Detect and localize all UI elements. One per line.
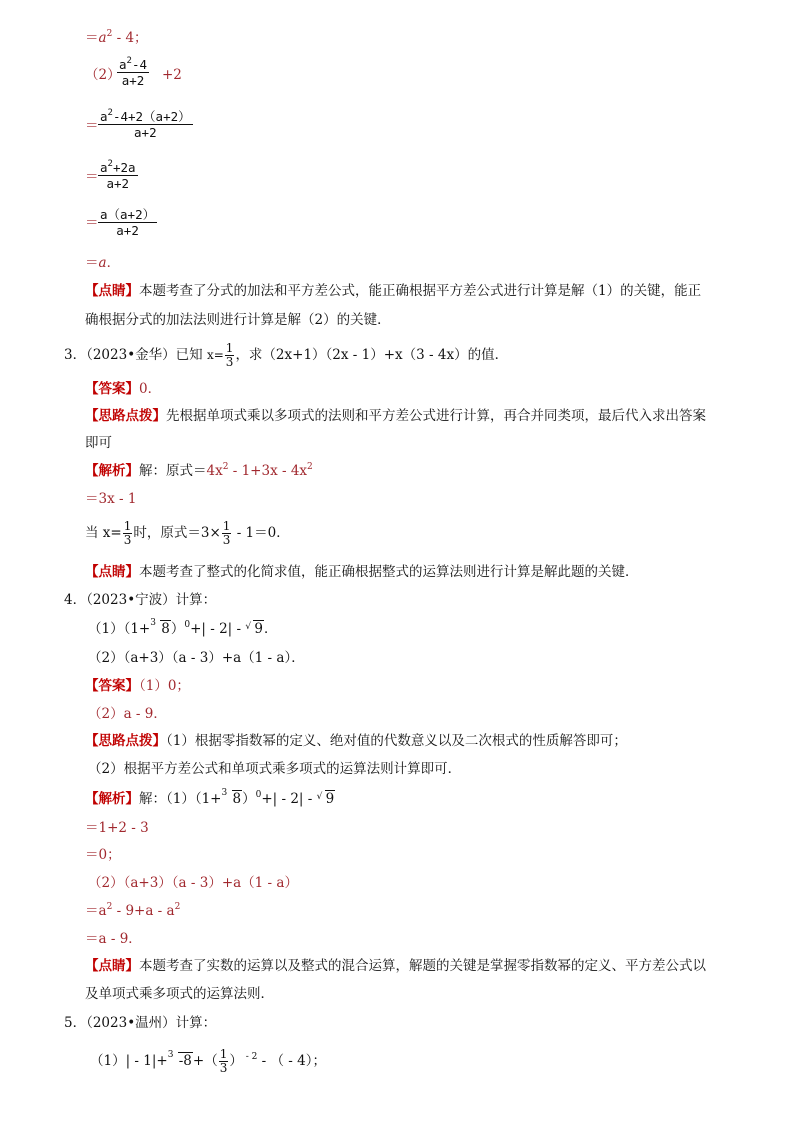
equals: ＝ xyxy=(85,169,99,185)
step-line: ＝0； xyxy=(85,847,121,863)
silu-4: 【思路点拨】（1）根据零指数幂的定义、绝对值的代数意义以及二次根式的性质解答即可； xyxy=(85,733,627,749)
step-line: $=a^2 - 4$； xyxy=(85,29,148,46)
answer-3: 【答案】0． xyxy=(85,381,162,397)
jiexi-3: 【解析】解：原式$=4x^2 - 1+3x - 4x^2$ xyxy=(85,462,313,479)
fraction: $a^2-4$ a+2 xyxy=(119,56,148,88)
step-line: ＝3x - 1 xyxy=(85,491,137,507)
question-3: 3．（2023•金华）已知 x= $\frac{1}{3}$ ，求（2x+1）（2x - 1）+x（3 - 4x）的值． xyxy=(64,341,509,369)
fraction: a（a+2） a+2 xyxy=(100,207,156,238)
q4-part2: （2）（a+3）（a - 3）+a（1 - a）． xyxy=(88,650,305,666)
jiexi-4: 【解析】解：（1）（1+ 3 8）$^0$+| - 2| - √ 9 xyxy=(85,788,335,807)
fraction: $a^2+2a$ a+2 xyxy=(100,159,136,191)
step-line: ＝a - 9． xyxy=(85,931,142,947)
dianjing-note-cont: 确根据分式的加法法则进行计算是解（2）的关键． xyxy=(85,312,391,328)
answer-4: 【答案】（1）0； xyxy=(85,678,190,694)
part2-label: （2） xyxy=(85,67,121,83)
equals: ＝ xyxy=(85,118,99,134)
question-5: 5．（2023•温州）计算： xyxy=(64,1015,217,1031)
q4-part1: （1）（1+ 3 8）$^0$+| - 2| - √ 9． xyxy=(88,618,278,637)
answer-4-cont: （2）a - 9． xyxy=(88,706,167,722)
fraction: $a^2-4+2(a+2)$ a+2 xyxy=(100,108,191,140)
step-line: ＝1+2 - 3 xyxy=(85,820,149,836)
equals: ＝ xyxy=(85,215,99,231)
step-line: （2）（a+3）（a - 3）+a（1 - a） xyxy=(88,875,298,891)
dianjing-4: 【点睛】本题考查了实数的运算以及整式的混合运算，解题的关键是掌握零指数幂的定义、平方差公式以 xyxy=(85,958,706,974)
silu-3: 【思路点拨】先根据单项式乘以多项式的法则和平方差公式进行计算，再合并同类项，最后代入求出答案 xyxy=(85,408,706,424)
dianjing-3: 【点睛】本题考查了整式的化简求值，能正确根据整式的运算法则进行计算是解此题的关键． xyxy=(85,564,639,580)
silu-3-cont: 即可 xyxy=(85,435,112,451)
substitution-line: 当 x= $\frac{1}{3}$ 时，原式＝3× $\frac{1}{3}$ - 1＝0． xyxy=(85,519,290,547)
dianjing-4-cont: 及单项式乘多项式的运算法则． xyxy=(85,986,274,1002)
plus-term: +2 xyxy=(162,67,182,83)
q5-part1: （1）| - 1|+ 3 -8+（ $\frac{1}{3}$ ） $^{- 2}$ - （ - 4）； xyxy=(90,1047,326,1075)
step-line: $=a^2 - 9+a - a^2$ xyxy=(85,902,181,919)
silu-4-cont: （2）根据平方差公式和单项式乘多项式的运算法则计算即可． xyxy=(88,761,462,777)
dianjing-note: 【点睛】本题考查了分式的加法和平方差公式，能正确根据平方差公式进行计算是解（1）的关键，能正 xyxy=(85,283,702,299)
final-step: ＝a． xyxy=(85,255,121,271)
question-4: 4．（2023•宁波）计算： xyxy=(64,592,217,608)
